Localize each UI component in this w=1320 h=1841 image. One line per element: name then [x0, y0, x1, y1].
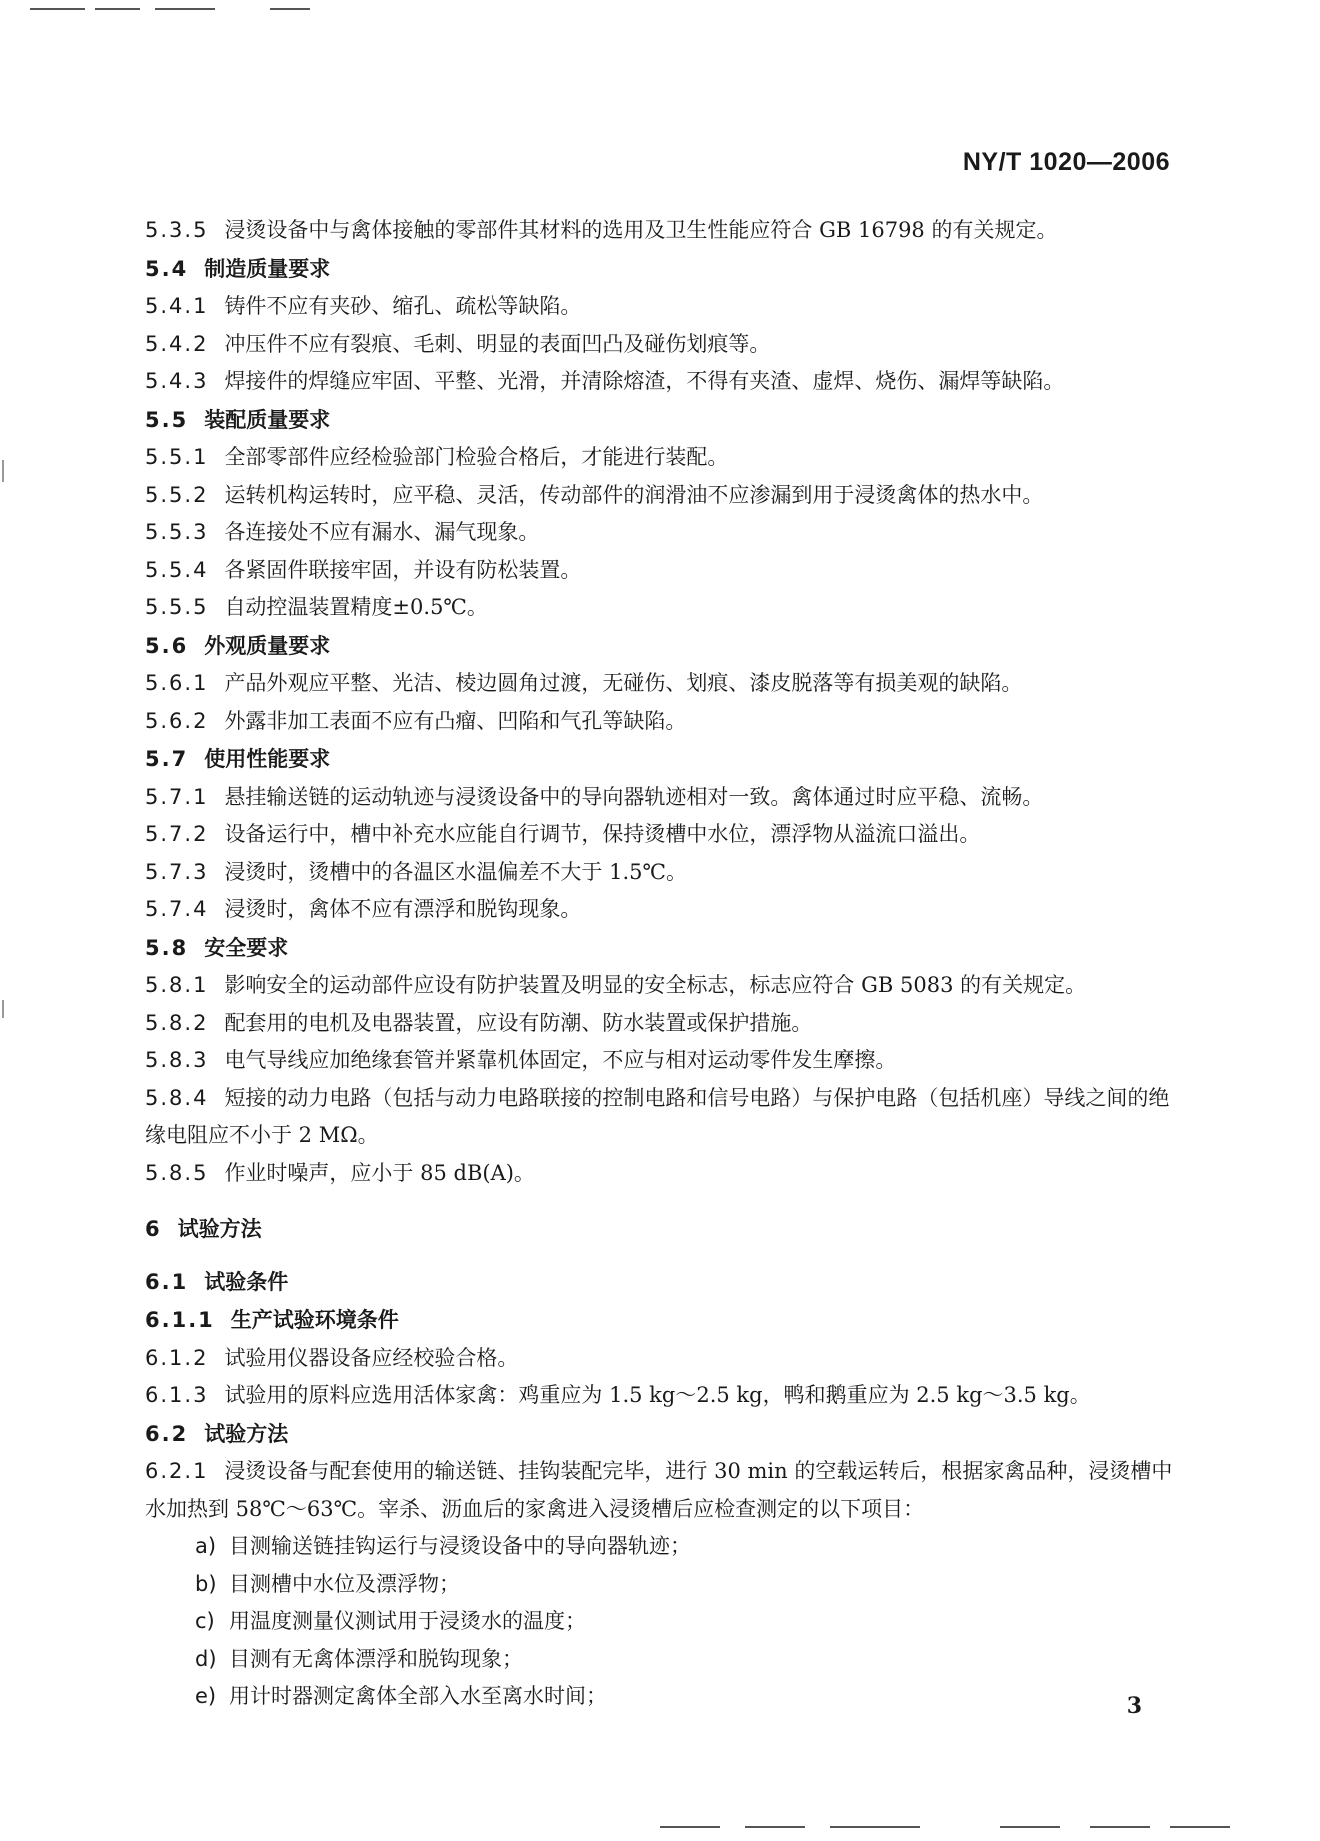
clause-text: 试验用的原料应选用活体家禽：鸡重应为 1.5 kg～2.5 kg，鸭和鹅重应为 2.5 kg～3.5 kg。 — [224, 1383, 1091, 1407]
scan-mark-top — [95, 8, 140, 10]
section-heading — [145, 627, 1175, 666]
clause-text: 全部零部件应经检验部门检验合格后，才能进行装配。 — [224, 445, 729, 469]
clause-number: 5.6 — [145, 633, 189, 658]
clause-text: 试验方法 — [177, 1216, 262, 1241]
clause-line — [145, 514, 1175, 552]
clause-list — [145, 212, 1175, 1528]
scan-mark-bottom — [660, 1826, 720, 1828]
clause-text: 浸烫时，烫槽中的各温区水温偏差不大于 1.5℃。 — [224, 859, 687, 884]
page-number: 3 — [1126, 1693, 1142, 1719]
clause-line — [145, 326, 1175, 364]
list-marker: b) — [195, 1571, 217, 1596]
clause-number: 5.8.3 — [145, 1048, 209, 1072]
clause-text: 生产试验环境条件 — [230, 1307, 399, 1332]
clause-line — [145, 1377, 1175, 1415]
clause-number: 5.7.2 — [145, 822, 209, 846]
margin-mark — [2, 460, 4, 482]
scan-mark-top — [30, 8, 85, 10]
clause-text: 使用性能要求 — [204, 746, 331, 771]
clause-number: 5.8 — [145, 935, 189, 960]
clause-line — [145, 779, 1175, 817]
clause-line — [145, 816, 1175, 854]
clause-line — [145, 212, 1175, 250]
clause-line — [145, 1080, 1175, 1155]
clause-number: 5.8.2 — [145, 1010, 209, 1035]
clause-line — [145, 703, 1175, 741]
clause-line — [145, 1155, 1175, 1193]
clause-line — [145, 1005, 1175, 1043]
clause-number: 5.6.2 — [145, 708, 209, 733]
clause-text: 浸烫设备中与禽体接触的零部件其材料的选用及卫生性能应符合 GB 16798 的有关规定。 — [224, 218, 1058, 242]
clause-number: 5.4 — [145, 256, 189, 281]
clause-line — [145, 854, 1175, 892]
clause-number: 5.7.1 — [145, 784, 209, 809]
clause-text: 试验方法 — [204, 1420, 289, 1446]
clause-number: 6.2.1 — [145, 1459, 209, 1483]
clause-text: 铸件不应有夹砂、缩孔、疏松等缺陷。 — [224, 294, 582, 318]
list-marker: c) — [195, 1609, 215, 1633]
clause-text: 自动控温装置精度±0.5℃。 — [224, 595, 488, 619]
list-item-text: 用温度测量仪测试用于浸烫水的温度； — [229, 1609, 586, 1633]
clause-text: 作业时噪声，应小于 85 dB(A)。 — [224, 1160, 535, 1185]
clause-number: 5.8.1 — [145, 973, 209, 997]
clause-number: 5.4.1 — [145, 294, 209, 318]
clause-number: 6.1.3 — [145, 1383, 209, 1407]
section-heading — [145, 1210, 1175, 1249]
clause-text: 浸烫设备与配套使用的输送链、挂钩装配完毕，进行 30 min 的空载运转后，根据家禽品种，浸烫槽中水加热到 58℃～63℃。宰杀、沥血后的家禽进入浸烫槽后应检查测定的以下项目： — [145, 1459, 1173, 1521]
section-heading — [145, 1301, 1175, 1340]
scan-mark-bottom — [1000, 1826, 1060, 1828]
clause-line — [145, 967, 1175, 1005]
clause-number: 5.5.2 — [145, 482, 209, 507]
clause-line — [145, 1340, 1175, 1378]
list-item — [145, 1603, 1175, 1641]
clause-line — [145, 589, 1175, 627]
list-item — [145, 1678, 1175, 1716]
clause-text: 影响安全的运动部件应设有防护装置及明显的安全标志，标志应符合 GB 5083 的有关规定。 — [224, 973, 1087, 997]
clause-text: 外观质量要求 — [204, 632, 331, 658]
section-heading — [145, 1263, 1175, 1302]
clause-text: 运转机构运转时，应平稳、灵活，传动部件的润滑油不应渗漏到用于浸烫禽体的热水中。 — [224, 482, 1044, 507]
clause-line — [145, 1042, 1175, 1080]
scan-mark-bottom — [1170, 1826, 1230, 1828]
clause-number: 6.1.2 — [145, 1345, 209, 1370]
clause-text: 试验条件 — [204, 1268, 289, 1294]
list-item-text: 用计时器测定禽体全部入水至离水时间； — [229, 1684, 607, 1708]
clause-number: 6.1 — [145, 1269, 189, 1294]
clause-number: 5.8.4 — [145, 1085, 209, 1110]
scan-mark-top — [155, 8, 215, 10]
clause-number: 6 — [145, 1217, 162, 1241]
clause-number: 5.4.3 — [145, 369, 209, 393]
list-item — [145, 1641, 1175, 1679]
clause-text: 设备运行中，槽中补充水应能自行调节，保持烫槽中水位，漂浮物从溢流口溢出。 — [224, 822, 981, 846]
clause-text: 产品外观应平整、光洁、棱边圆角过渡，无碰伤、划痕、漆皮脱落等有损美观的缺陷。 — [224, 671, 1023, 695]
clause-line — [145, 288, 1175, 326]
document-body — [145, 212, 1175, 1716]
clause-line — [145, 891, 1175, 929]
list-item-text: 目测输送链挂钩运行与浸烫设备中的导向器轨迹； — [229, 1534, 691, 1558]
clause-text: 制造质量要求 — [204, 255, 331, 281]
clause-number: 5.8.5 — [145, 1160, 209, 1185]
clause-line — [145, 477, 1175, 515]
clause-number: 5.4.2 — [145, 331, 209, 356]
section-heading — [145, 929, 1175, 968]
clause-number: 5.5.1 — [145, 445, 209, 469]
clause-line — [145, 439, 1175, 477]
clause-line — [145, 552, 1175, 590]
clause-text: 各连接处不应有漏水、漏气现象。 — [224, 520, 540, 544]
clause-line — [145, 363, 1175, 401]
clause-number: 6.2 — [145, 1421, 189, 1446]
clause-text: 悬挂输送链的运动轨迹与浸烫设备中的导向器轨迹相对一致。禽体通过时应平稳、流畅。 — [224, 784, 1044, 809]
clause-number: 5.7 — [145, 747, 189, 771]
standard-code: NY/T 1020—2006 — [962, 148, 1170, 176]
clause-text: 冲压件不应有裂痕、毛刺、明显的表面凹凸及碰伤划痕等。 — [224, 331, 771, 356]
margin-mark — [2, 1000, 4, 1018]
clause-number: 5.5.5 — [145, 595, 209, 619]
clause-text: 电气导线应加绝缘套管并紧靠机体固定，不应与相对运动零件发生摩擦。 — [224, 1048, 897, 1072]
clause-text: 安全要求 — [204, 934, 289, 960]
list-item — [145, 1528, 1175, 1566]
section-heading — [145, 250, 1175, 289]
clause-text: 各紧固件联接牢固，并设有防松装置。 — [224, 557, 582, 582]
clause-line — [145, 665, 1175, 703]
list-item-text: 目测槽中水位及漂浮物； — [229, 1571, 460, 1596]
clause-text: 配套用的电机及电器装置，应设有防潮、防水装置或保护措施。 — [224, 1010, 813, 1035]
clause-number: 5.6.1 — [145, 671, 209, 695]
scan-mark-bottom — [745, 1826, 805, 1828]
scan-mark-top — [270, 8, 310, 10]
clause-number: 5.7.4 — [145, 897, 209, 921]
list-marker: a) — [195, 1534, 217, 1558]
test-item-list — [145, 1528, 1175, 1716]
clause-text: 外露非加工表面不应有凸瘤、凹陷和气孔等缺陷。 — [224, 708, 687, 733]
clause-text: 装配质量要求 — [204, 406, 331, 432]
list-marker: d) — [195, 1646, 217, 1671]
scan-mark-bottom — [830, 1826, 920, 1828]
clause-text: 浸烫时，禽体不应有漂浮和脱钩现象。 — [224, 897, 582, 921]
clause-number: 5.5 — [145, 407, 189, 432]
clause-text: 试验用仪器设备应经校验合格。 — [224, 1345, 519, 1370]
clause-number: 5.5.3 — [145, 520, 209, 544]
clause-text: 短接的动力电路（包括与动力电路联接的控制电路和信号电路）与保护电路（包括机座）导线之间的绝缘电阻应不小于 2 MΩ。 — [145, 1085, 1170, 1147]
list-item-text: 目测有无禽体漂浮和脱钩现象； — [229, 1646, 523, 1671]
list-marker: e) — [195, 1684, 217, 1708]
section-heading — [145, 401, 1175, 440]
scan-mark-bottom — [1090, 1826, 1150, 1828]
clause-number: 5.3.5 — [145, 218, 209, 242]
list-item — [145, 1566, 1175, 1604]
clause-number: 5.7.3 — [145, 859, 209, 884]
section-heading — [145, 1415, 1175, 1454]
clause-text: 焊接件的焊缝应牢固、平整、光滑，并清除熔渣，不得有夹渣、虚焊、烧伤、漏焊等缺陷。 — [224, 369, 1065, 393]
clause-line — [145, 1453, 1175, 1528]
clause-number: 6.1.1 — [145, 1308, 215, 1332]
section-heading — [145, 740, 1175, 779]
clause-number: 5.5.4 — [145, 557, 209, 582]
